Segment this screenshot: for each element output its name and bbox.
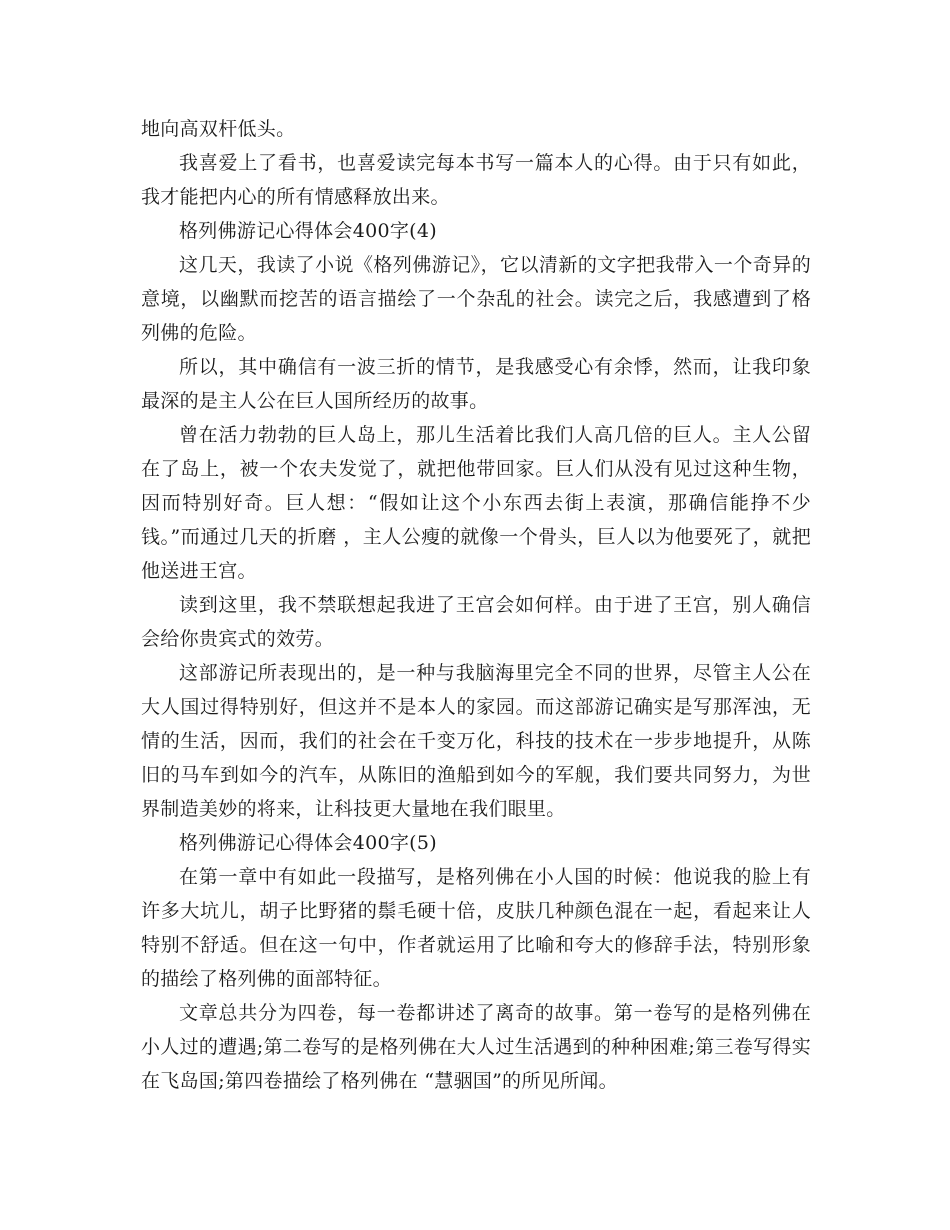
paragraph: 这部游记所表现出的，是一种与我脑海里完全不同的世界，尽管主人公在大人国过得特别好，但这并不是本人的家园。而这部游记确实是写那浑浊，无情的生活，因而，我们的社会在千变万化，科技的技术在一步步地提升，从陈旧的马车到如今的汽车，从陈旧的渔船到如今的军舰，我们要共同努力，为世界制造美妙的将来，让科技更大量地在我们眼里。	[141, 662, 811, 820]
paragraph: 文章总共分为四卷，每一卷都讲述了离奇的故事。第一卷写的是格列佛在小人过的遭遇;第二卷写的是格列佛在大人过生活遇到的种种困难;第三卷写得实在飞岛国;第四卷描绘了格列佛在 “慧骃国”的所见所闻。	[141, 1002, 811, 1092]
paragraph: 我喜爱上了看书，也喜爱读完每本书写一篇本人的心得。由于只有如此，我才能把内心的所有情感释放出来。	[141, 152, 811, 208]
section-heading-4: 格列佛游记心得体会400字(4)	[179, 220, 437, 242]
paragraph: 这几天，我读了小说《格列佛游记》，它以清新的文字把我带入一个奇异的意境，以幽默而挖苦的语言描绘了一个杂乱的社会。读完之后，我感遭到了格列佛的危险。	[141, 254, 811, 344]
paragraph: 所以，其中确信有一波三折的情节，是我感受心有余悸，然而，让我印象最深的是主人公在巨人国所经历的故事。	[141, 356, 811, 412]
paragraph: 读到这里，我不禁联想起我进了王宫会如何样。由于进了王宫，别人确信会给你贵宾式的效劳。	[141, 594, 811, 650]
paragraph-fragment: 地向高双杆低头。	[141, 118, 296, 140]
paragraph: 在第一章中有如此一段描写，是格列佛在小人国的时候：他说我的脸上有许多大坑儿，胡子比野猪的鬃毛硬十倍，皮肤几种颜色混在一起，看起来让人特别不舒适。但在这一句中，作者就运用了比喻和夸大的修辞手法，特别形象的描绘了格列佛的面部特征。	[141, 866, 811, 990]
section-heading-5: 格列佛游记心得体会400字(5)	[179, 832, 437, 854]
document-body	[141, 112, 811, 1098]
paragraph: 曾在活力勃勃的巨人岛上，那儿生活着比我们人高几倍的巨人。主人公留在了岛上，被一个农夫发觉了，就把他带回家。巨人们从没有见过这种生物，因而特别好奇。巨人想：“假如让这个小东西去街上表演，那确信能挣不少钱。”而通过几天的折磨 ，主人公瘦的就像一个骨头，巨人以为他要死了，就把他送进王宫。	[141, 424, 811, 582]
